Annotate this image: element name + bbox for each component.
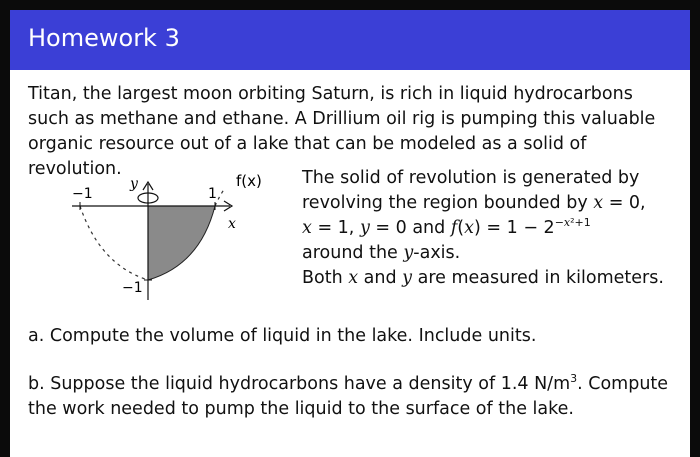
header-bar bbox=[10, 10, 690, 70]
slide bbox=[10, 10, 690, 457]
page-title: Homework 3 bbox=[28, 24, 180, 52]
description-line-3: x = 1, y = 0 and $f(x) = 1 - 2^{-x^2+1}$ bbox=[302, 216, 591, 238]
description-line-4: around the y-axis. bbox=[302, 243, 461, 263]
tick-label-pos1-x: 1 bbox=[208, 186, 217, 202]
shaded-region bbox=[148, 206, 215, 280]
intro-paragraph: Titan, the largest moon orbiting Saturn, is rich in liquid hydrocarbons such as methane and ethane. A Drillium oil rig is pumping this valuable organic resource out of a lake that can be modeled as a solid of revolution. bbox=[28, 84, 656, 179]
question-a: a. Compute the volume of liquid in the lake. Include units. bbox=[28, 326, 537, 346]
description-line-1: The solid of revolution is generated by bbox=[302, 168, 640, 188]
description-line-5: Both x and y are measured in kilometers. bbox=[302, 268, 664, 288]
fx-label: f(x) bbox=[236, 172, 262, 190]
dashed-curve bbox=[80, 206, 148, 280]
y-axis-label: y bbox=[130, 176, 138, 192]
tick-label-neg1-y: −1 bbox=[122, 280, 143, 296]
x-axis-label: x bbox=[228, 216, 236, 232]
lake-figure bbox=[50, 170, 290, 310]
description-block bbox=[302, 166, 662, 291]
description-line-2: revolving the region bounded by x = 0, bbox=[302, 193, 646, 213]
tick-label-neg1-x: −1 bbox=[72, 186, 93, 202]
question-b: b. Suppose the liquid hydrocarbons have a density of 1.4 $N/m^3$. Compute the work needed to pump the liquid to the surface of the lake. bbox=[28, 372, 669, 419]
